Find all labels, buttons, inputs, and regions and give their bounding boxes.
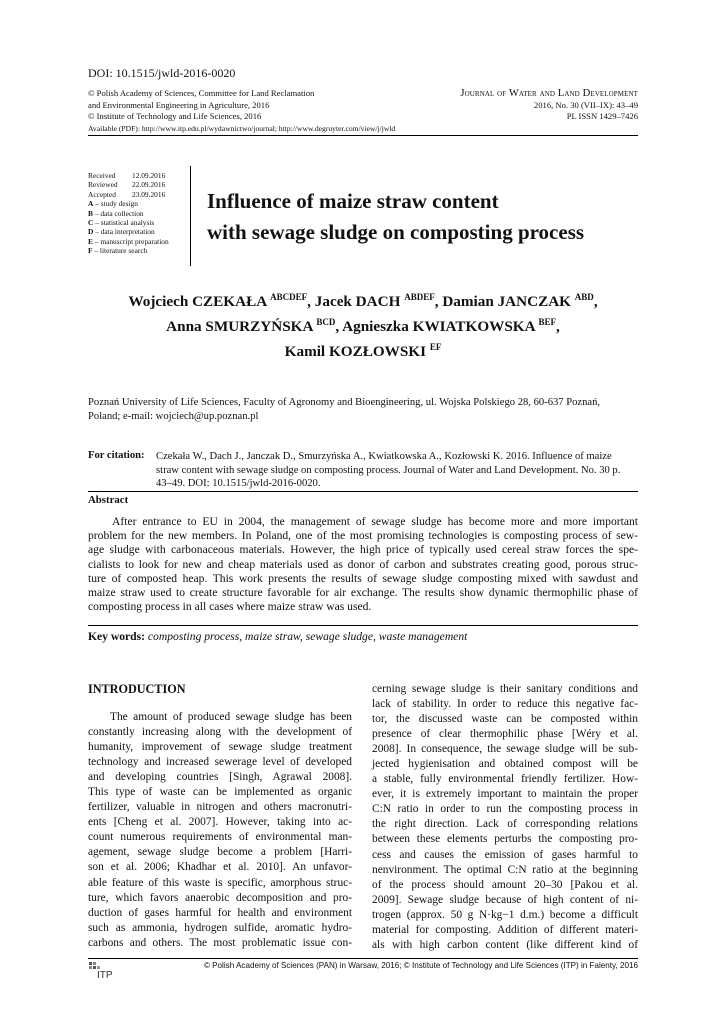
copyright-line: © Institute of Technology and Life Sciences, 2016 <box>88 111 262 122</box>
abstract-rule <box>88 491 638 492</box>
author-name: Anna SMURZYŃSKA <box>166 318 313 335</box>
author-line <box>88 339 638 364</box>
itp-logo-text: ITP <box>97 970 113 980</box>
date-received: Received 12.09.2016 <box>88 171 166 180</box>
abstract-text: After entrance to EU in 2004, the management of sewage sludge has become more and more important problem for the new members. In Poland, one of the most promising technologies is composting process of sew- age sludge with carbonaceous materials. However, the high price of typically used cereal straw forces the spe- cialists to look for new and cheap materials used as donor of carbon and substrates creating good, porous struc- ture of composted heap. This work presents the results of sewage sludge composting mixed with sawdust and maize straw used to create structure favorable for air exchange. The results show dynamic thermophilic phase of composting process in all cases where maize straw was used. <box>88 515 638 614</box>
keywords-label: Key words: <box>88 630 145 643</box>
author-line: Wojciech CZEKAŁA $^{ABCDEF}$, Jacek DACH $^{ABDEF}$, Damian JANCZAK $^{ABD}$, <box>128 292 598 310</box>
journal-issn: PL ISSN 1429–7426 <box>566 111 638 122</box>
citation-label: For citation: <box>88 450 145 461</box>
journal-block <box>338 88 638 123</box>
footer-copyright: © Polish Academy of Sciences (PAN) in Warsaw, 2016; © Institute of Technology and Life Sciences (ITP) in Falenty, 2016 <box>203 961 638 970</box>
header-rule <box>88 135 638 136</box>
contribution-d: D – data interpretation <box>88 227 155 237</box>
citation-text: Czekała W., Dach J., Janczak D., Smurzyńska A., Kwiatkowska A., Kozłowski K. 2016. Influence of maize straw content with sewage sludge on composting process. Journal of Water and Land Development. No. 30 p. 43–49. DOI: 10.1515/jwld-2016-0020. <box>156 451 621 490</box>
keywords-text: composting process, maize straw, sewage sludge, waste management <box>147 630 468 643</box>
copyright-line: and Environmental Engineering in Agriculture, 2016 <box>88 99 270 110</box>
intro-column-left: The amount of produced sewage sludge has been constantly increasing along with the development of humanity, improvement of sewage sludge treatment technology and increased sewerage level of developed and developing countries [Singh, Agrawal 2008]. This type of waste can be implemented as organic fertilizer, valuable in nitrogen and others macronutri- ents [Cheng et al. 2007]. However, taking into ac- count numerous requirements of environmental man- agement, sewage sludge become a problem [Harri- son et al. 2006; Khadhar et al. 2010]. An unfavor- able feature of this waste is specific, amorphous struc- ture, which favors anaerobic decomposition and pro- duction of gases harmful for health and environment such as ammonia, hydrogen sulfide, aromatic hydro- carbons and others. The most problematic issue con- <box>88 711 352 949</box>
date-reviewed: Reviewed 22.09.2016 <box>88 180 166 190</box>
date-accepted: Accepted 23.09.2016 <box>88 189 166 199</box>
section-heading: INTRODUCTION <box>88 682 186 696</box>
contribution-a: A – study design <box>88 199 138 209</box>
author-contribution: ABD <box>574 292 594 302</box>
doi: DOI: 10.1515/jwld-2016-0020 <box>88 66 236 80</box>
contribution-b: B – data collection <box>88 208 144 218</box>
affiliation: Poznań University of Life Sciences, Faculty of Agronomy and Bioengineering, ul. Wojska Polskiego 28, 60-637 Poznań, Poland; e-mail: wojciech@up.poznan.pl <box>88 397 601 423</box>
meta-divider <box>190 166 191 266</box>
intro-column-right: cerning sewage sludge is their sanitary conditions and lack of stability. In order to reduce this negative fac- tor, the discussed waste can be composted within presence of clear thermophilic phase [Wéry et al. 2008]. In consequence, the sewage sludge will be sub- jected hygienisation and obtained compost will be a stable, fully environmental friendly fertilizer. How- ever, it is extremely important to maintain the proper C:N ratio in order to run the composting process in the right direction. Lack of corresponding relations between these elements perturbs the composting pro- cess and causes the emission of gases harmful to nenvironment. The optimal C:N ratio at the beginning of the process should amount 20–30 [Pakou et al. 2009]. Sewage sludge because of high content of ni- trogen (approx. 50 g N·kg−1 d.m.) become a difficult material for composting. Addition of different materi- als with high carbon content (like different kind of <box>372 683 638 951</box>
footer-rule <box>88 958 638 959</box>
author-contribution: ABDEF <box>404 292 435 302</box>
author-contribution: BEF <box>538 317 557 327</box>
itp-logo-icon <box>88 960 122 980</box>
contribution-f: F – literature search <box>88 246 148 256</box>
available-links[interactable]: Available (PDF): http://www.itp.edu.pl/wydawnictwo/journal; http://www.degruyter.com/view/j/jwld <box>88 124 396 133</box>
abstract-heading: Abstract <box>88 494 129 506</box>
contribution-c: C – statistical analysis <box>88 218 155 228</box>
itp-logo <box>88 960 122 980</box>
keywords <box>88 630 467 643</box>
author-contribution: BCD <box>316 317 336 327</box>
article-meta <box>88 171 198 256</box>
author-list <box>88 289 638 364</box>
author-name: Damian JANCZAK <box>442 293 571 310</box>
contribution-e: E – manuscript preparation <box>88 236 169 246</box>
author-name: Wojciech CZEKAŁA <box>128 293 267 310</box>
journal-name: Journal of Water and Land Development <box>460 88 638 99</box>
article-title: Influence of maize straw content with sewage sludge on composting process <box>207 189 585 244</box>
journal-issue: 2016, No. 30 (VII–IX): 43–49 <box>533 99 638 110</box>
author-name: Kamil KOZŁOWSKI <box>284 343 427 360</box>
author-name: Jacek DACH <box>314 293 401 310</box>
author-name: Agnieszka KWIATKOWSKA <box>342 318 535 335</box>
keywords-rule <box>88 625 638 626</box>
author-contribution: ABCDEF <box>270 292 308 302</box>
author-line: Anna SMURZYŃSKA $^{BCD}$, Agnieszka KWIATKOWSKA $^{BEF}$, <box>166 317 560 335</box>
author-contribution: EF <box>429 342 442 352</box>
copyright-line: © Polish Academy of Sciences, Committee for Land Reclamation <box>88 88 315 98</box>
